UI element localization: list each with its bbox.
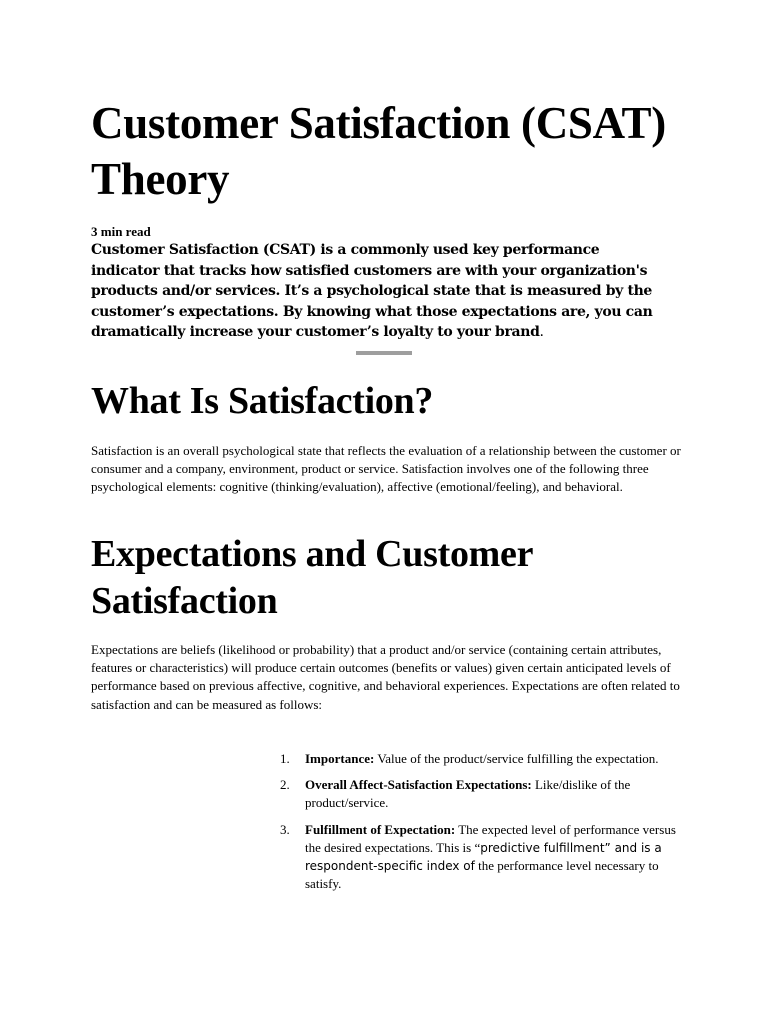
list-term: Importance: <box>305 751 375 766</box>
list-number: 2. <box>280 777 290 793</box>
list-text: Value of the product/service fulfilling the expectation. <box>374 751 659 766</box>
list-item <box>280 776 680 812</box>
list-text-sans: predictive fulfillment” and is a respondent-specific index of <box>305 840 662 874</box>
list-number: 1. <box>280 751 290 766</box>
article-title: Customer Satisfaction (CSAT) Theory <box>91 98 666 204</box>
lead-end: . <box>539 324 544 340</box>
list-text-end: the performance level necessary to satisfy. <box>305 858 659 892</box>
section-body-expectations: Expectations are beliefs (likelihood or probability) that a product and/or service (containing certain attributes, features or characteristics) will produce certain outcomes (benefits or values) given certain anticipated levels of performance based on previous affective, cognitive, and behavioral experiences. Expectations are often related to satisfaction and can be measured as follows: <box>91 642 680 712</box>
read-time: 3 min read <box>91 224 151 239</box>
list-term: Overall Affect-Satisfaction Expectations: <box>305 777 532 793</box>
list-item <box>280 750 680 768</box>
section-heading-what-is-satisfaction: What Is Satisfaction? <box>91 380 434 422</box>
section-divider <box>356 351 412 355</box>
measures-list <box>280 750 680 901</box>
list-number: 3. <box>280 821 290 837</box>
list-item <box>280 821 680 894</box>
section-body-what-is-satisfaction: Satisfaction is an overall psychological state that reflects the evaluation of a relationship between the customer or consumer and a company, environment, product or service. Satisfaction involves one of the following three psychological elements: cognitive (thinking/evaluation), affective (emotional/feeling), and behavioral. <box>91 443 681 495</box>
list-term: Fulfillment of Expectation: <box>305 821 456 837</box>
section-heading-expectations: Expectations and Customer Satisfaction <box>91 533 533 622</box>
lead-paragraph <box>91 240 671 343</box>
list-text: The expected level of performance versus the desired expectations. This is “ <box>305 821 676 855</box>
list-text: Like/dislike of the product/service. <box>305 777 631 811</box>
lead-text: Customer Satisfaction (CSAT) is a commonly used key performance indicator that tracks how satisfied customers are with your organization's products and/or services. It’s a psychological state that is measured by the customer’s expectations. By knowing what those expectations are, you can dramatically increase your customer’s loyalty to your brand <box>91 242 653 340</box>
